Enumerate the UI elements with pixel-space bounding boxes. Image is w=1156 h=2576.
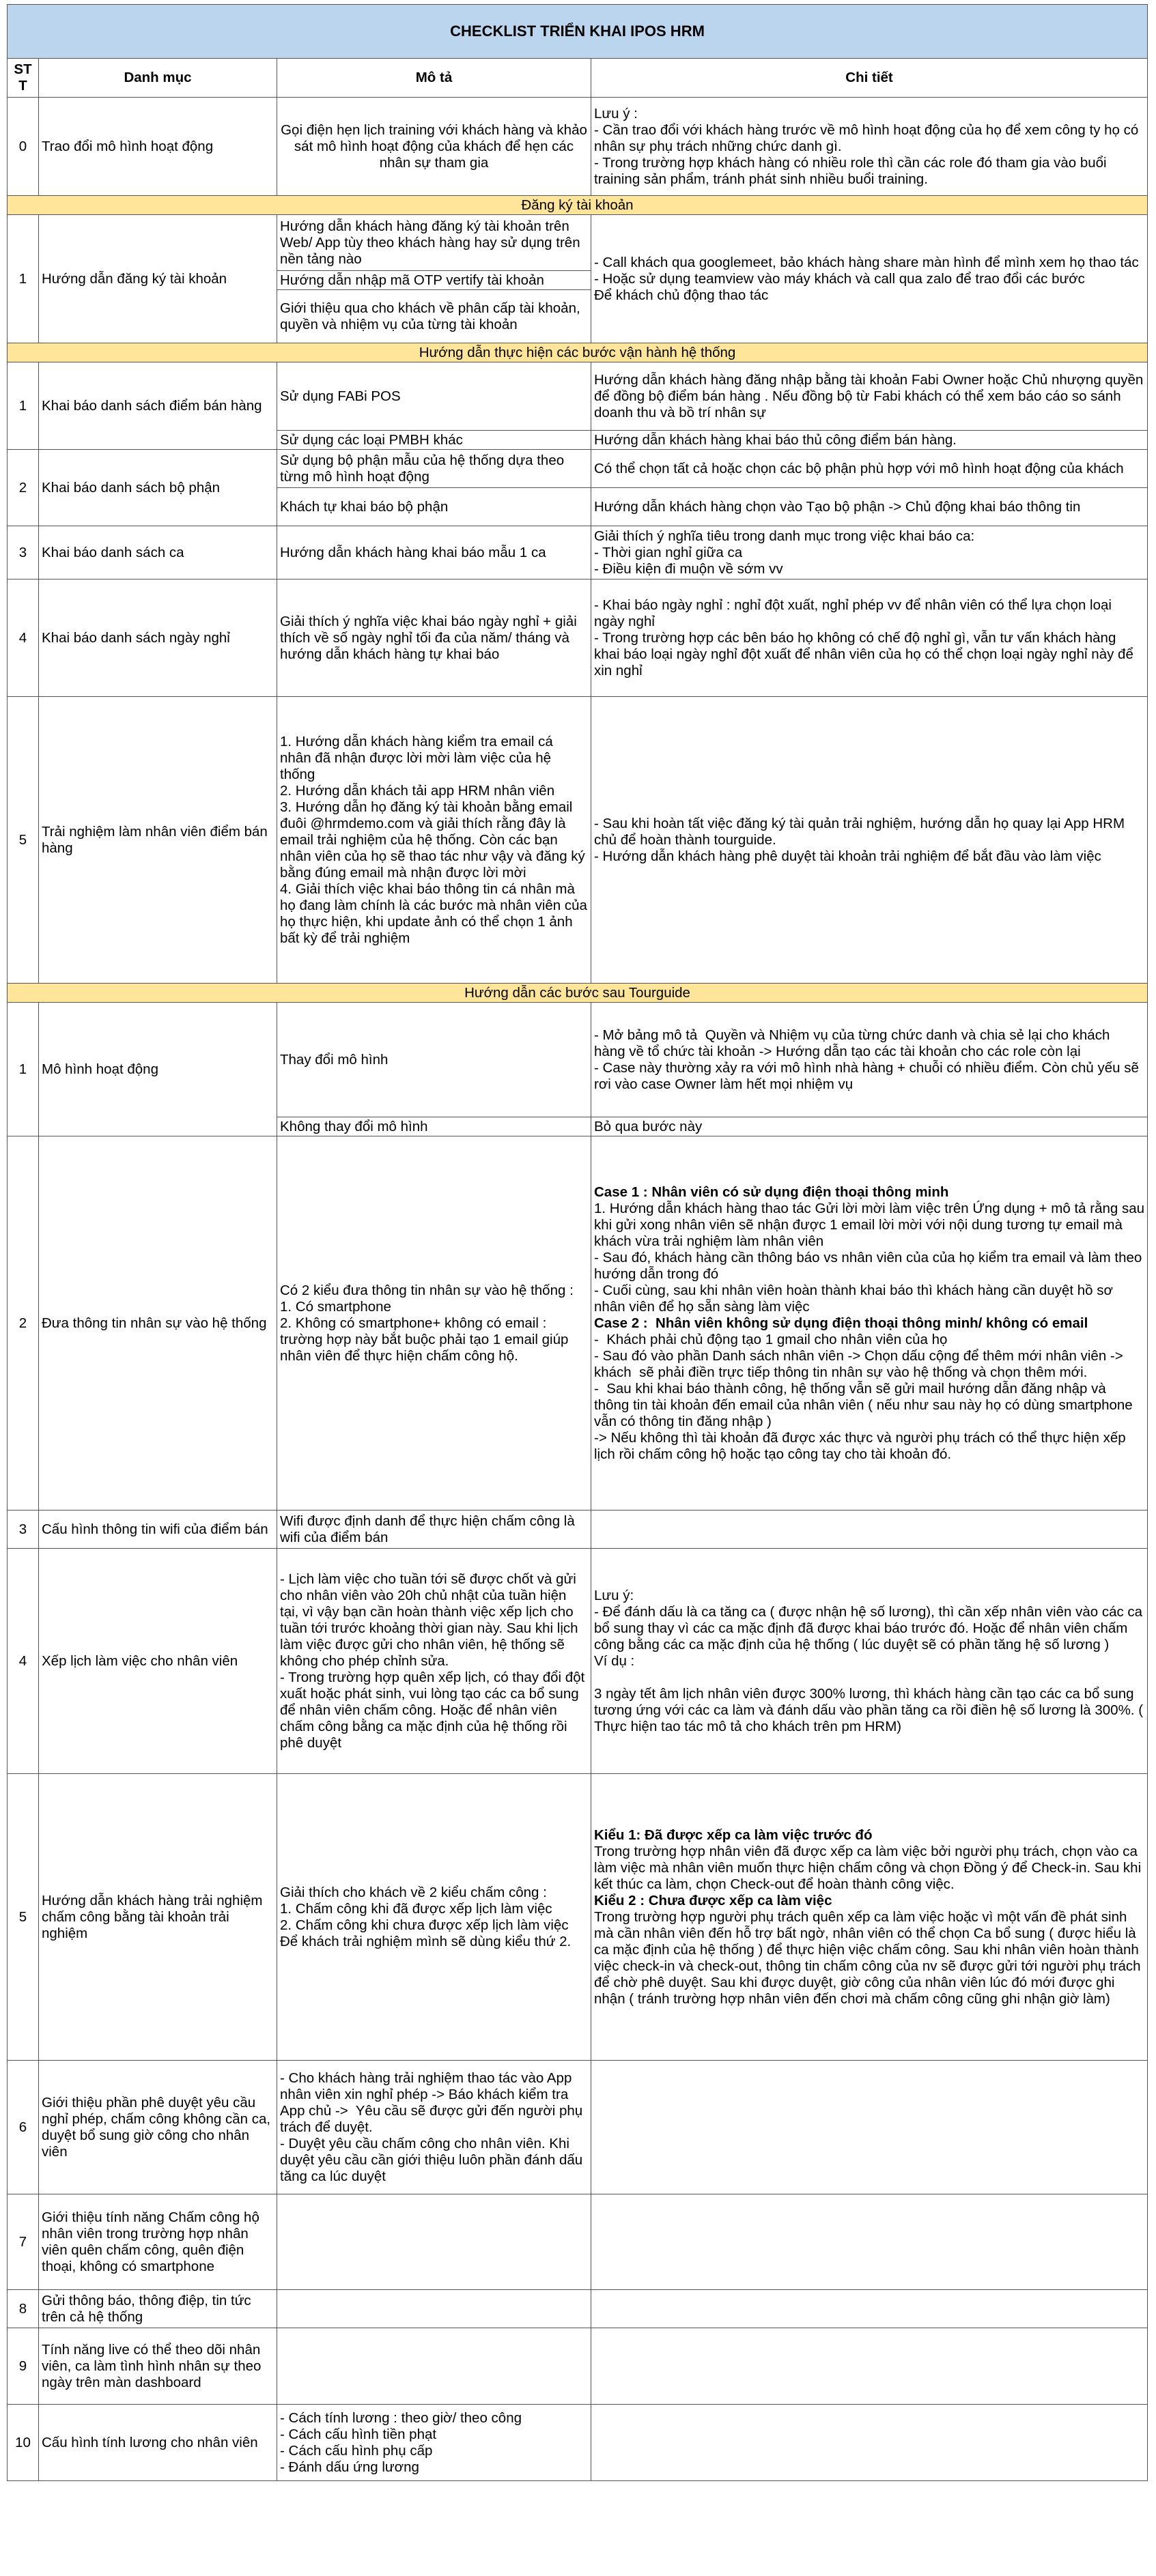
row-category: Giới thiệu phần phê duyệt yêu cầu nghỉ phép, chấm công không cần ca, duyệt bổ sung giờ công cho nhân viên [39, 2061, 277, 2194]
row-stt: 2 [8, 450, 39, 526]
table-row [8, 1136, 1148, 1511]
header-detail: Chi tiết [591, 59, 1148, 98]
row-stt: 1 [8, 215, 39, 343]
row-desc: Giới thiệu qua cho khách về phân cấp tài khoản, quyền và nhiệm vụ của từng tài khoản [277, 290, 591, 343]
row-detail: Lưu ý : - Cần trao đổi với khách hàng trước về mô hình hoạt động của họ để xem công ty họ có nhân sự phụ trách những chức danh gì. - Trong trường hợp khách hàng có nhiều role thì cần các role đó tham gia vào buổi training sản phẩm, tránh phát sinh nhiều buổi training. [591, 98, 1148, 196]
row-desc: - Cách tính lương : theo giờ/ theo công - Cách cấu hình tiền phạt - Cách cấu hình phụ cấp - Đánh dấu ứng lương [277, 2405, 591, 2481]
row-desc: Sử dụng FABi POS [277, 362, 591, 431]
table-row [8, 2405, 1148, 2481]
row-stt: 1 [8, 1003, 39, 1136]
row-category: Hướng dẫn đăng ký tài khoản [39, 215, 277, 343]
table-row [8, 697, 1148, 984]
row-desc: Có 2 kiểu đưa thông tin nhân sự vào hệ thống : 1. Có smartphone 2. Không có smartphone+ không có email : trường hợp này bắt buộc phải tạo 1 email giúp nhân viên để thực hiện chấm công hộ. [277, 1136, 591, 1511]
case1-body: 1. Hướng dẫn khách hàng thao tác Gửi lời mời làm việc trên Ứng dụng + mô tả rằng sau khi gửi xong nhân viên sẽ nhận được 1 email lời mời với nội dung tương tự email mà khách vừa trải nghiệm làm nhân viên - Sau đó, khách hàng cần thông báo vs nhân viên của của họ kiểm tra email và làm theo hướng dẫn trong đó - Cuối cùng, sau khi nhân viên hoàn thành khai báo thì khách hàng cần duyệt hồ sơ nhân viên để họ sẵn sàng làm việc [594, 1200, 1145, 1315]
row-stt: 4 [8, 579, 39, 697]
row-category: Cấu hình thông tin wifi của điểm bán [39, 1511, 277, 1549]
table-row [8, 450, 1148, 488]
row-stt: 3 [8, 1511, 39, 1549]
header-stt: STT [8, 59, 39, 98]
section-header-after: Hướng dẫn các bước sau Tourguide [8, 984, 1148, 1003]
sheet-title: CHECKLIST TRIỂN KHAI IPOS HRM [8, 5, 1148, 59]
row-stt: 0 [8, 98, 39, 196]
row-category: Khai báo danh sách ca [39, 526, 277, 579]
k2-body: Trong trường hợp người phụ trách quên xếp ca làm việc hoặc vì một vấn đề phát sinh mà cần nhân viên đến hỗ trợ bất ngờ, nhân viên có thể chọn Ca bổ sung ( được hiểu là ca mặc định của hệ thống ) để thực hiện việc chấm công. Sau khi nhân viên hoàn thành việc check-in và check-out, thông tin chấm công của nv sẽ được gửi tới người phụ trách để chờ phê duyệt. Sau khi được duyệt, giờ công của nhân viên lúc đó mới được ghi nhận ( tránh trường hợp nhân viên đến chơi mà chấm công cũng ghi nhận giờ làm) [594, 1908, 1145, 2007]
case1-title: Case 1 : Nhân viên có sử dụng điện thoại thông minh [594, 1184, 949, 1200]
row-category: Trao đổi mô hình hoạt động [39, 98, 277, 196]
row-stt: 9 [8, 2328, 39, 2405]
row-category: Giới thiệu tính năng Chấm công hộ nhân viên trong trường hợp nhân viên quên chấm công, quên điện thoại, không có smartphone [39, 2194, 277, 2290]
row-desc: Khách tự khai báo bộ phận [277, 488, 591, 526]
row-stt: 4 [8, 1549, 39, 1774]
row-desc: Gọi điện hẹn lịch training với khách hàng và khảo sát mô hình hoạt động của khách để hẹn các nhân sự tham gia [277, 98, 591, 196]
table-row [8, 2328, 1148, 2405]
row-detail: - Khai báo ngày nghỉ : nghỉ đột xuất, nghỉ phép vv để nhân viên có thể lựa chọn loại ngày nghỉ - Trong trường hợp các bên báo họ không có chế độ nghỉ gì, vẫn tư vấn khách hàng khai báo loại ngày nghỉ đột xuất để nhân viên của họ có thể chọn loại ngày nghỉ này để xin nghỉ [591, 579, 1148, 697]
row-detail: Hướng dẫn khách hàng đăng nhập bằng tài khoản Fabi Owner hoặc Chủ nhượng quyền để đồng bộ điểm bán hàng . Nếu đồng bộ từ Fabi khách có thể xem báo cáo so sánh doanh thu và bồ trí nhân sự [591, 362, 1148, 431]
row-desc: Sử dụng các loại PMBH khác [277, 431, 591, 450]
row-detail [591, 1136, 1148, 1511]
table-row [8, 2194, 1148, 2290]
k1-title: Kiểu 1: Đã được xếp ca làm việc trước đó [594, 1827, 873, 1843]
row-desc: Hướng dẫn khách hàng đăng ký tài khoản trên Web/ App tùy theo khách hàng hay sử dụng trên nền tảng nào [277, 215, 591, 271]
row-desc: Hướng dẫn khách hàng khai báo mẫu 1 ca [277, 526, 591, 579]
row-detail: Giải thích ý nghĩa tiêu trong danh mục trong việc khai báo ca: - Thời gian nghỉ giữa ca - Điều kiện đi muộn về sớm vv [591, 526, 1148, 579]
row-detail [591, 1511, 1148, 1549]
header-desc: Mô tả [277, 59, 591, 98]
case2-title: Case 2 : Nhân viên không sử dụng điện thoại thông minh/ không có email [594, 1315, 1088, 1331]
row-desc: Hướng dẫn nhập mã OTP vertify tài khoản [277, 271, 591, 290]
row-stt: 3 [8, 526, 39, 579]
row-category: Cấu hình tính lương cho nhân viên [39, 2405, 277, 2481]
section-header-account: Đăng ký tài khoản [8, 196, 1148, 215]
row-category: Trải nghiệm làm nhân viên điểm bán hàng [39, 697, 277, 984]
row-desc: 1. Hướng dẫn khách hàng kiểm tra email cá nhân đã nhận được lời mời làm việc của hệ thống 2. Hướng dẫn khách tải app HRM nhân viên 3. Hướng dẫn họ đăng ký tài khoản bằng email đuôi @hrmdemo.com và giải thích rằng đây là email trải nghiệm của hệ thống. Còn các bạn nhân viên của họ sẽ thao tác như vậy và đăng ký bằng đúng email mà nhận được lời mời 4. Giải thích việc khai báo thông tin cá nhân mà họ đang làm chính là các bước mà nhân viên của họ thực hiện, khi update ảnh có thể chọn 1 ảnh bất kỳ để trải nghiệm [277, 697, 591, 984]
row-category: Đưa thông tin nhân sự vào hệ thống [39, 1136, 277, 1511]
k1-body: Trong trường hợp nhân viên đã được xếp ca làm việc bởi người phụ trách, chọn vào ca làm việc mà nhân viên muốn thực hiện chấm công và chọn Đồng ý để Check-in. Sau khi kết thúc ca làm, chọn Check-out để hoàn thành công việc. [594, 1843, 1145, 1892]
row-stt: 7 [8, 2194, 39, 2290]
case2-body: - Khách phải chủ động tạo 1 gmail cho nhân viên của họ - Sau đó vào phần Danh sách nhân viên -> Chọn dấu cộng để thêm mới nhân viên -> khách sẽ phải điền trực tiếp thông tin nhân sự vào hệ thống và chọn thêm mới. - Sau khi khai báo thành công, hệ thống vẫn sẽ gửi mail hướng dẫn đăng nhập và thông tin tài khoản đến email của nhân viên ( nếu như sau này họ có dùng smartphone vẫn có thông tin đăng nhập ) -> Nếu không thì tài khoản đã được xác thực và người phụ trách có thể thực hiện xếp lịch rồi chấm công hộ hoặc tạo công tay cho tài khoản đó. [594, 1331, 1133, 1462]
table-row [8, 2061, 1148, 2194]
table-row [8, 98, 1148, 196]
table-row [8, 215, 1148, 271]
row-detail: Bỏ qua bước này [591, 1117, 1148, 1136]
row-stt: 8 [8, 2290, 39, 2328]
row-detail: - Call khách qua googlemeet, bảo khách hàng share màn hình để mình xem họ thao tác - Hoặc sử dụng teamview vào máy khách và call qua zalo để trao đổi các bước Để khách chủ động thao tác [591, 215, 1148, 343]
row-desc: Sử dụng bộ phận mẫu của hệ thống dựa theo từng mô hình hoạt động [277, 450, 591, 488]
table-row [8, 526, 1148, 579]
row-category: Khai báo danh sách bộ phận [39, 450, 277, 526]
row-stt: 10 [8, 2405, 39, 2481]
row-stt: 6 [8, 2061, 39, 2194]
row-category: Tính năng live có thể theo dõi nhân viên, ca làm tình hình nhân sự theo ngày trên màn dashboard [39, 2328, 277, 2405]
row-detail [591, 2061, 1148, 2194]
row-desc: Giải thích cho khách về 2 kiểu chấm công : 1. Chấm công khi đã được xếp lịch làm việc 2. Chấm công khi chưa được xếp lịch làm việc Để khách trải nghiệm mình sẽ dùng kiểu thứ 2. [277, 1774, 591, 2061]
section-header-operate: Hướng dẫn thực hiện các bước vận hành hệ thống [8, 343, 1148, 362]
table-row [8, 1549, 1148, 1774]
row-detail: Hướng dẫn khách hàng khai báo thủ công điểm bán hàng. [591, 431, 1148, 450]
table-row [8, 1511, 1148, 1549]
checklist-sheet [7, 4, 1147, 2481]
row-stt: 1 [8, 362, 39, 450]
row-stt: 5 [8, 697, 39, 984]
row-stt: 2 [8, 1136, 39, 1511]
row-category: Gửi thông báo, thông điệp, tin tức trên cả hệ thống [39, 2290, 277, 2328]
row-desc: Giải thích ý nghĩa việc khai báo ngày nghỉ + giải thích về số ngày nghỉ tối đa của năm/ tháng và hướng dẫn khách hàng tự khai báo [277, 579, 591, 697]
row-detail: Có thể chọn tất cả hoặc chọn các bộ phận phù hợp với mô hình hoạt động của khách [591, 450, 1148, 488]
table-row [8, 362, 1148, 431]
row-detail [591, 1774, 1148, 2061]
row-detail: - Mở bảng mô tả Quyền và Nhiệm vụ của từng chức danh và chia sẻ lại cho khách hàng về tổ chức tài khoản -> Hướng dẫn tạo các tài khoản cho các role còn lại - Case này thường xảy ra với mô hình nhà hàng + chuỗi có nhiều điểm. Còn chủ yếu sẽ rơi vào case Owner làm hết mọi nhiệm vụ [591, 1003, 1148, 1117]
header-category: Danh mục [39, 59, 277, 98]
row-desc: - Lịch làm việc cho tuần tới sẽ được chốt và gửi cho nhân viên vào 20h chủ nhật của tuần hiện tại, vì vậy bạn cần hoàn thành việc xếp lịch cho tuần tới trước khoảng thời gian này. Sau khi lịch làm việc được gửi cho nhân viên, hệ thống sẽ không cho phép chỉnh sửa. - Trong trường hợp quên xếp lịch, có thay đổi đột xuất hoặc phát sinh, vui lòng tạo các ca bổ sung để nhân viên chấm công. Hoặc để nhân viên chấm công bằng ca mặc định của hệ thống rồi phê duyệt [277, 1549, 591, 1774]
row-desc: - Cho khách hàng trải nghiệm thao tác vào App nhân viên xin nghỉ phép -> Báo khách kiểm tra App chủ -> Yêu cầu sẽ được gửi đến người phụ trách để duyệt. - Duyệt yêu cầu chấm công cho nhân viên. Khi duyệt yêu cầu cần giới thiệu luôn phần đánh dấu tăng ca lúc duyệt [277, 2061, 591, 2194]
row-desc: Không thay đổi mô hình [277, 1117, 591, 1136]
row-category: Khai báo danh sách điểm bán hàng [39, 362, 277, 450]
row-category: Hướng dẫn khách hàng trải nghiệm chấm công bằng tài khoản trải nghiệm [39, 1774, 277, 2061]
row-desc: Thay đổi mô hình [277, 1003, 591, 1117]
k2-title: Kiểu 2 : Chưa được xếp ca làm việc [594, 1892, 832, 1908]
row-desc: Wifi được định danh để thực hiện chấm công là wifi của điểm bán [277, 1511, 591, 1549]
row-category: Khai báo danh sách ngày nghỉ [39, 579, 277, 697]
row-category: Xếp lịch làm việc cho nhân viên [39, 1549, 277, 1774]
row-detail: Lưu ý: - Để đánh dấu là ca tăng ca ( được nhận hệ số lương), thì cần xếp nhân viên vào các ca bổ sung thay vì các ca mặc định đã được khai báo trước đó. Hoặc để nhân viên chấm công bằng các ca mặc định của hệ thống ( lúc duyệt sẽ có phần tăng hệ số lương ) Ví dụ : 3 ngày tết âm lịch nhân viên được 300% lương, thì khách hàng cần tạo các ca bổ sung tương ứng với các ca làm và đánh dấu vào phần tăng ca rồi điền hệ số lương là 300%. ( Thực hiện tao tác mô tả cho khách trên pm HRM) [591, 1549, 1148, 1774]
table-row [8, 2290, 1148, 2328]
table-row [8, 1003, 1148, 1117]
row-category: Mô hình hoạt động [39, 1003, 277, 1136]
row-stt: 5 [8, 1774, 39, 2061]
row-detail: Hướng dẫn khách hàng chọn vào Tạo bộ phận -> Chủ động khai báo thông tin [591, 488, 1148, 526]
table-row [8, 1774, 1148, 2061]
row-detail: - Sau khi hoàn tất việc đăng ký tài quản trải nghiệm, hướng dẫn họ quay lại App HRM chủ để hoàn thành tourguide. - Hướng dẫn khách hàng phê duyệt tài khoản trải nghiệm để bắt đầu vào làm việc [591, 697, 1148, 984]
table-row [8, 579, 1148, 697]
checklist-table [7, 4, 1148, 2481]
